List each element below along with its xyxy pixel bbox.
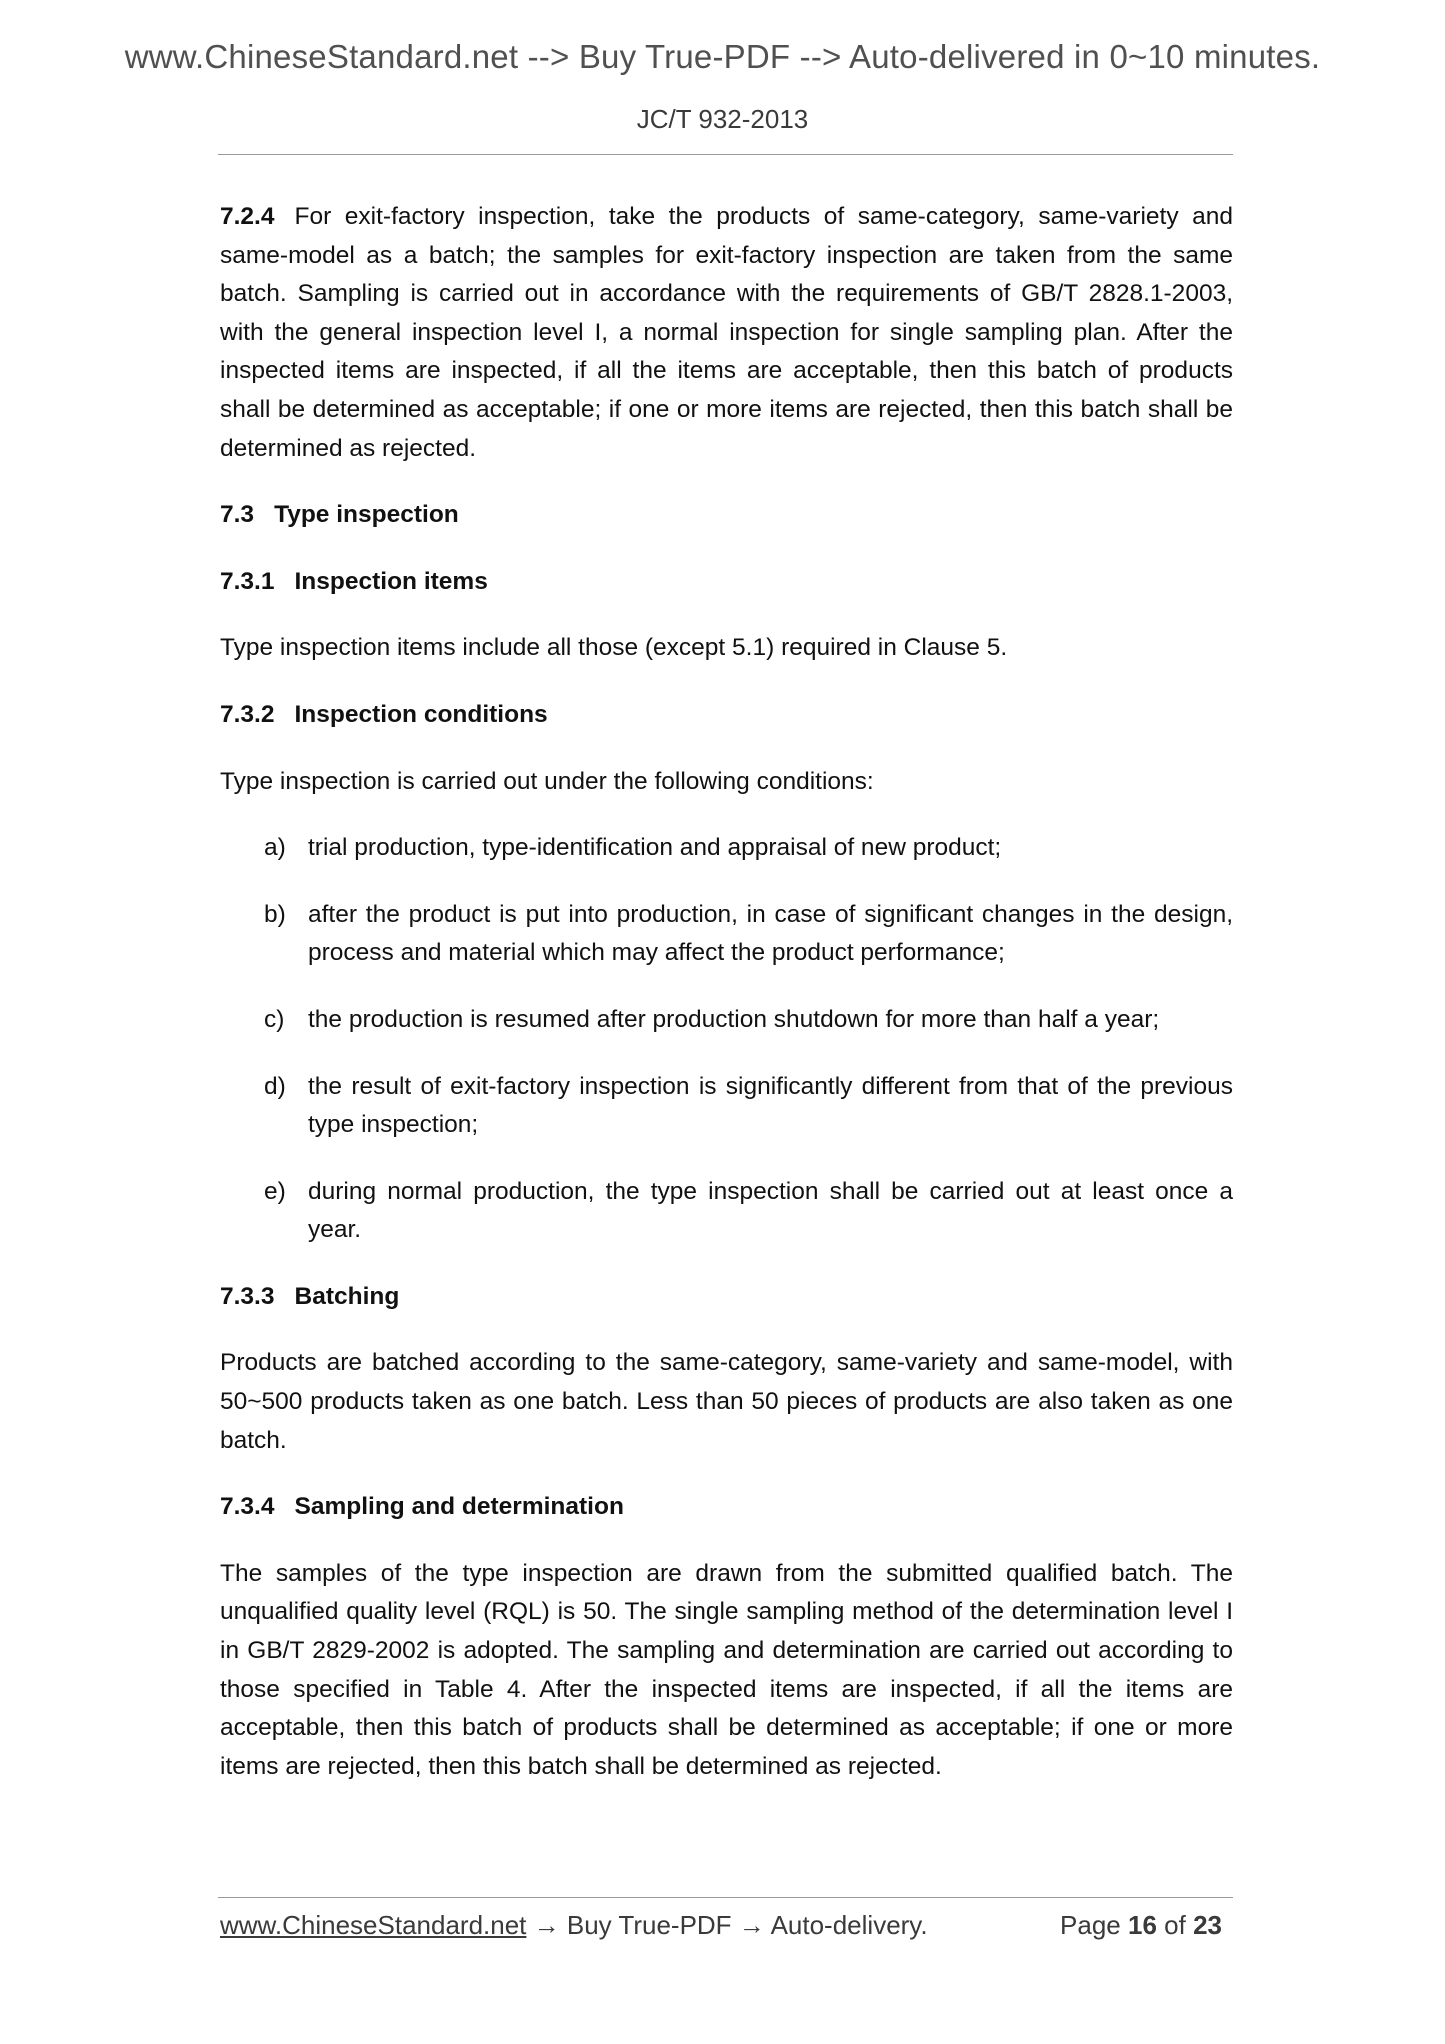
list-item-text: the production is resumed after production shutdown for more than half a year;	[308, 1005, 1160, 1033]
heading-title: Sampling and determination	[294, 1493, 624, 1521]
heading-7-3-2	[220, 696, 1233, 735]
document-code: JC/T 932-2013	[636, 104, 809, 134]
page-content	[220, 198, 1233, 1814]
list-item	[220, 1068, 1233, 1145]
heading-number: 7.3.1	[220, 567, 275, 595]
paragraph-7-3-2: Type inspection is carried out under the following conditions:	[220, 767, 874, 795]
clause-7-2-4	[220, 198, 1233, 468]
footer-divider	[218, 1897, 1233, 1898]
heading-number: 7.3.3	[220, 1282, 275, 1310]
clause-text: For exit-factory inspection, take the products of same-category, same-variety and same-model as a batch; the samples for exit-factory inspection are taken from the same batch. Sampling is carried out in accordance with the requirements of GB/T 2828.1-2003, with the general inspection level I, a normal inspection for single sampling plan. After the inspected items are inspected, if all the items are acceptable, then this batch of products shall be determined as acceptable; if one or more items are rejected, then this batch shall be determined as rejected.	[220, 203, 1233, 462]
page-current: 16	[1128, 1910, 1157, 1940]
list-marker: e)	[264, 1177, 286, 1205]
heading-title: Inspection items	[294, 567, 488, 595]
heading-title: Batching	[294, 1282, 400, 1310]
clause-number: 7.2.4	[220, 203, 275, 230]
list-item-text: the result of exit-factory inspection is significantly different from that of the previous type inspection;	[308, 1072, 1233, 1139]
list-item	[220, 1001, 1233, 1040]
heading-7-3-3	[220, 1278, 1233, 1317]
heading-number: 7.3.4	[220, 1493, 275, 1521]
list-marker: b)	[264, 900, 286, 928]
heading-title: Inspection conditions	[294, 700, 548, 728]
paragraph-7-3-1: Type inspection items include all those (except 5.1) required in Clause 5.	[220, 634, 1008, 662]
heading-7-3	[220, 496, 1233, 535]
site-banner: www.ChineseStandard.net --> Buy True-PDF --> Auto-delivered in 0~10 minutes.	[124, 38, 1321, 75]
heading-7-3-4	[220, 1488, 1233, 1527]
list-marker: a)	[264, 834, 286, 862]
page-total: 23	[1193, 1910, 1222, 1940]
page-footer	[220, 1910, 1233, 1941]
heading-number: 7.3	[220, 501, 255, 529]
list-item-text: after the product is put into production, in case of significant changes in the design, process and material which may affect the product performance;	[308, 900, 1233, 967]
list-item	[220, 896, 1233, 973]
page-label: Page	[1060, 1910, 1121, 1940]
list-item-text: during normal production, the type inspection shall be carried out at least once a year.	[308, 1177, 1233, 1244]
heading-7-3-1	[220, 563, 1233, 602]
paragraph-7-3-3: Products are batched according to the same-category, same-variety and same-model, with 50~500 products taken as one batch. Less than 50 pieces of products are also taken as one batch.	[220, 1349, 1233, 1454]
heading-title: Type inspection	[274, 501, 459, 529]
paragraph-7-3-4: The samples of the type inspection are drawn from the submitted qualified batch. The unqualified quality level (RQL) is 50. The single sampling method of the determination level I in GB/T 2829-2002 is adopted. The sampling and determination are carried out according to those specified in Table 4. After the inspected items are inspected, if all the items are acceptable, then this batch of products shall be determined as acceptable; if one or more items are rejected, then this batch shall be determined as rejected.	[220, 1559, 1233, 1780]
list-marker: d)	[264, 1072, 286, 1100]
heading-number: 7.3.2	[220, 700, 275, 728]
list-item	[220, 829, 1233, 868]
page-indicator	[1060, 1910, 1222, 1941]
footer-tagline: → Buy True-PDF → Auto-delivery.	[526, 1910, 928, 1940]
footer-site-link[interactable]: www.ChineseStandard.net	[220, 1910, 527, 1940]
header-divider	[218, 154, 1233, 155]
list-item	[220, 1173, 1233, 1250]
page-of-label: of	[1164, 1910, 1186, 1940]
list-marker: c)	[264, 1005, 285, 1033]
list-item-text: trial production, type-identification and appraisal of new product;	[308, 834, 1002, 862]
